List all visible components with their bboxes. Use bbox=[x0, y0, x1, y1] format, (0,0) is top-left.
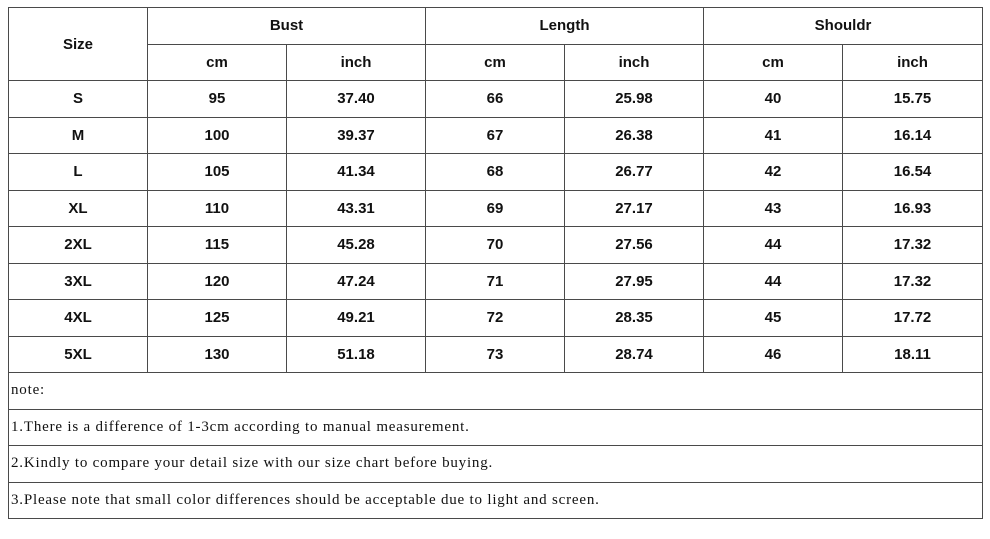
value-cell: 26.77 bbox=[565, 154, 704, 191]
size-cell: 4XL bbox=[9, 300, 148, 337]
note-text: 2.Kindly to compare your detail size with our size chart before buying. bbox=[9, 446, 983, 483]
value-cell: 41 bbox=[704, 117, 843, 154]
header-row bbox=[9, 8, 983, 45]
value-cell: 28.35 bbox=[565, 300, 704, 337]
table-row bbox=[9, 81, 983, 118]
value-cell: 67 bbox=[426, 117, 565, 154]
value-cell: 115 bbox=[148, 227, 287, 264]
value-cell: 100 bbox=[148, 117, 287, 154]
size-cell: 3XL bbox=[9, 263, 148, 300]
size-chart-table bbox=[8, 7, 983, 519]
value-cell: 16.93 bbox=[843, 190, 983, 227]
value-cell: 70 bbox=[426, 227, 565, 264]
value-cell: 41.34 bbox=[287, 154, 426, 191]
note-row bbox=[9, 409, 983, 446]
value-cell: 71 bbox=[426, 263, 565, 300]
value-cell: 37.40 bbox=[287, 81, 426, 118]
note-text: 1.There is a difference of 1-3cm according to manual measurement. bbox=[9, 409, 983, 446]
bust-header: Bust bbox=[148, 8, 426, 45]
value-cell: 43.31 bbox=[287, 190, 426, 227]
size-cell: 2XL bbox=[9, 227, 148, 264]
length-header: Length bbox=[426, 8, 704, 45]
value-cell: 44 bbox=[704, 263, 843, 300]
table-row bbox=[9, 263, 983, 300]
value-cell: 46 bbox=[704, 336, 843, 373]
unit-header: inch bbox=[565, 44, 704, 81]
value-cell: 95 bbox=[148, 81, 287, 118]
value-cell: 43 bbox=[704, 190, 843, 227]
size-cell: L bbox=[9, 154, 148, 191]
table-row bbox=[9, 300, 983, 337]
table-row bbox=[9, 117, 983, 154]
value-cell: 105 bbox=[148, 154, 287, 191]
value-cell: 27.56 bbox=[565, 227, 704, 264]
value-cell: 17.32 bbox=[843, 227, 983, 264]
value-cell: 17.72 bbox=[843, 300, 983, 337]
value-cell: 120 bbox=[148, 263, 287, 300]
value-cell: 25.98 bbox=[565, 81, 704, 118]
note-text: 3.Please note that small color differences should be acceptable due to light and screen. bbox=[9, 482, 983, 519]
value-cell: 15.75 bbox=[843, 81, 983, 118]
value-cell: 40 bbox=[704, 81, 843, 118]
size-cell: XL bbox=[9, 190, 148, 227]
table-row bbox=[9, 154, 983, 191]
value-cell: 66 bbox=[426, 81, 565, 118]
note-row bbox=[9, 373, 983, 410]
value-cell: 27.17 bbox=[565, 190, 704, 227]
table-row bbox=[9, 336, 983, 373]
value-cell: 16.54 bbox=[843, 154, 983, 191]
value-cell: 45.28 bbox=[287, 227, 426, 264]
value-cell: 68 bbox=[426, 154, 565, 191]
value-cell: 28.74 bbox=[565, 336, 704, 373]
unit-header: inch bbox=[843, 44, 983, 81]
value-cell: 17.32 bbox=[843, 263, 983, 300]
value-cell: 130 bbox=[148, 336, 287, 373]
unit-header: inch bbox=[287, 44, 426, 81]
value-cell: 16.14 bbox=[843, 117, 983, 154]
size-cell: 5XL bbox=[9, 336, 148, 373]
size-cell: S bbox=[9, 81, 148, 118]
size-cell: M bbox=[9, 117, 148, 154]
value-cell: 125 bbox=[148, 300, 287, 337]
size-header: Size bbox=[9, 8, 148, 81]
note-row bbox=[9, 446, 983, 483]
unit-header: cm bbox=[148, 44, 287, 81]
value-cell: 73 bbox=[426, 336, 565, 373]
value-cell: 39.37 bbox=[287, 117, 426, 154]
value-cell: 51.18 bbox=[287, 336, 426, 373]
value-cell: 110 bbox=[148, 190, 287, 227]
value-cell: 69 bbox=[426, 190, 565, 227]
note-row bbox=[9, 482, 983, 519]
unit-header-row bbox=[9, 44, 983, 81]
value-cell: 18.11 bbox=[843, 336, 983, 373]
shoulder-header: Shouldr bbox=[704, 8, 983, 45]
value-cell: 44 bbox=[704, 227, 843, 264]
value-cell: 45 bbox=[704, 300, 843, 337]
value-cell: 49.21 bbox=[287, 300, 426, 337]
value-cell: 26.38 bbox=[565, 117, 704, 154]
note-heading: note: bbox=[9, 373, 983, 410]
value-cell: 72 bbox=[426, 300, 565, 337]
value-cell: 42 bbox=[704, 154, 843, 191]
value-cell: 27.95 bbox=[565, 263, 704, 300]
table-row bbox=[9, 190, 983, 227]
unit-header: cm bbox=[704, 44, 843, 81]
table-row bbox=[9, 227, 983, 264]
unit-header: cm bbox=[426, 44, 565, 81]
value-cell: 47.24 bbox=[287, 263, 426, 300]
